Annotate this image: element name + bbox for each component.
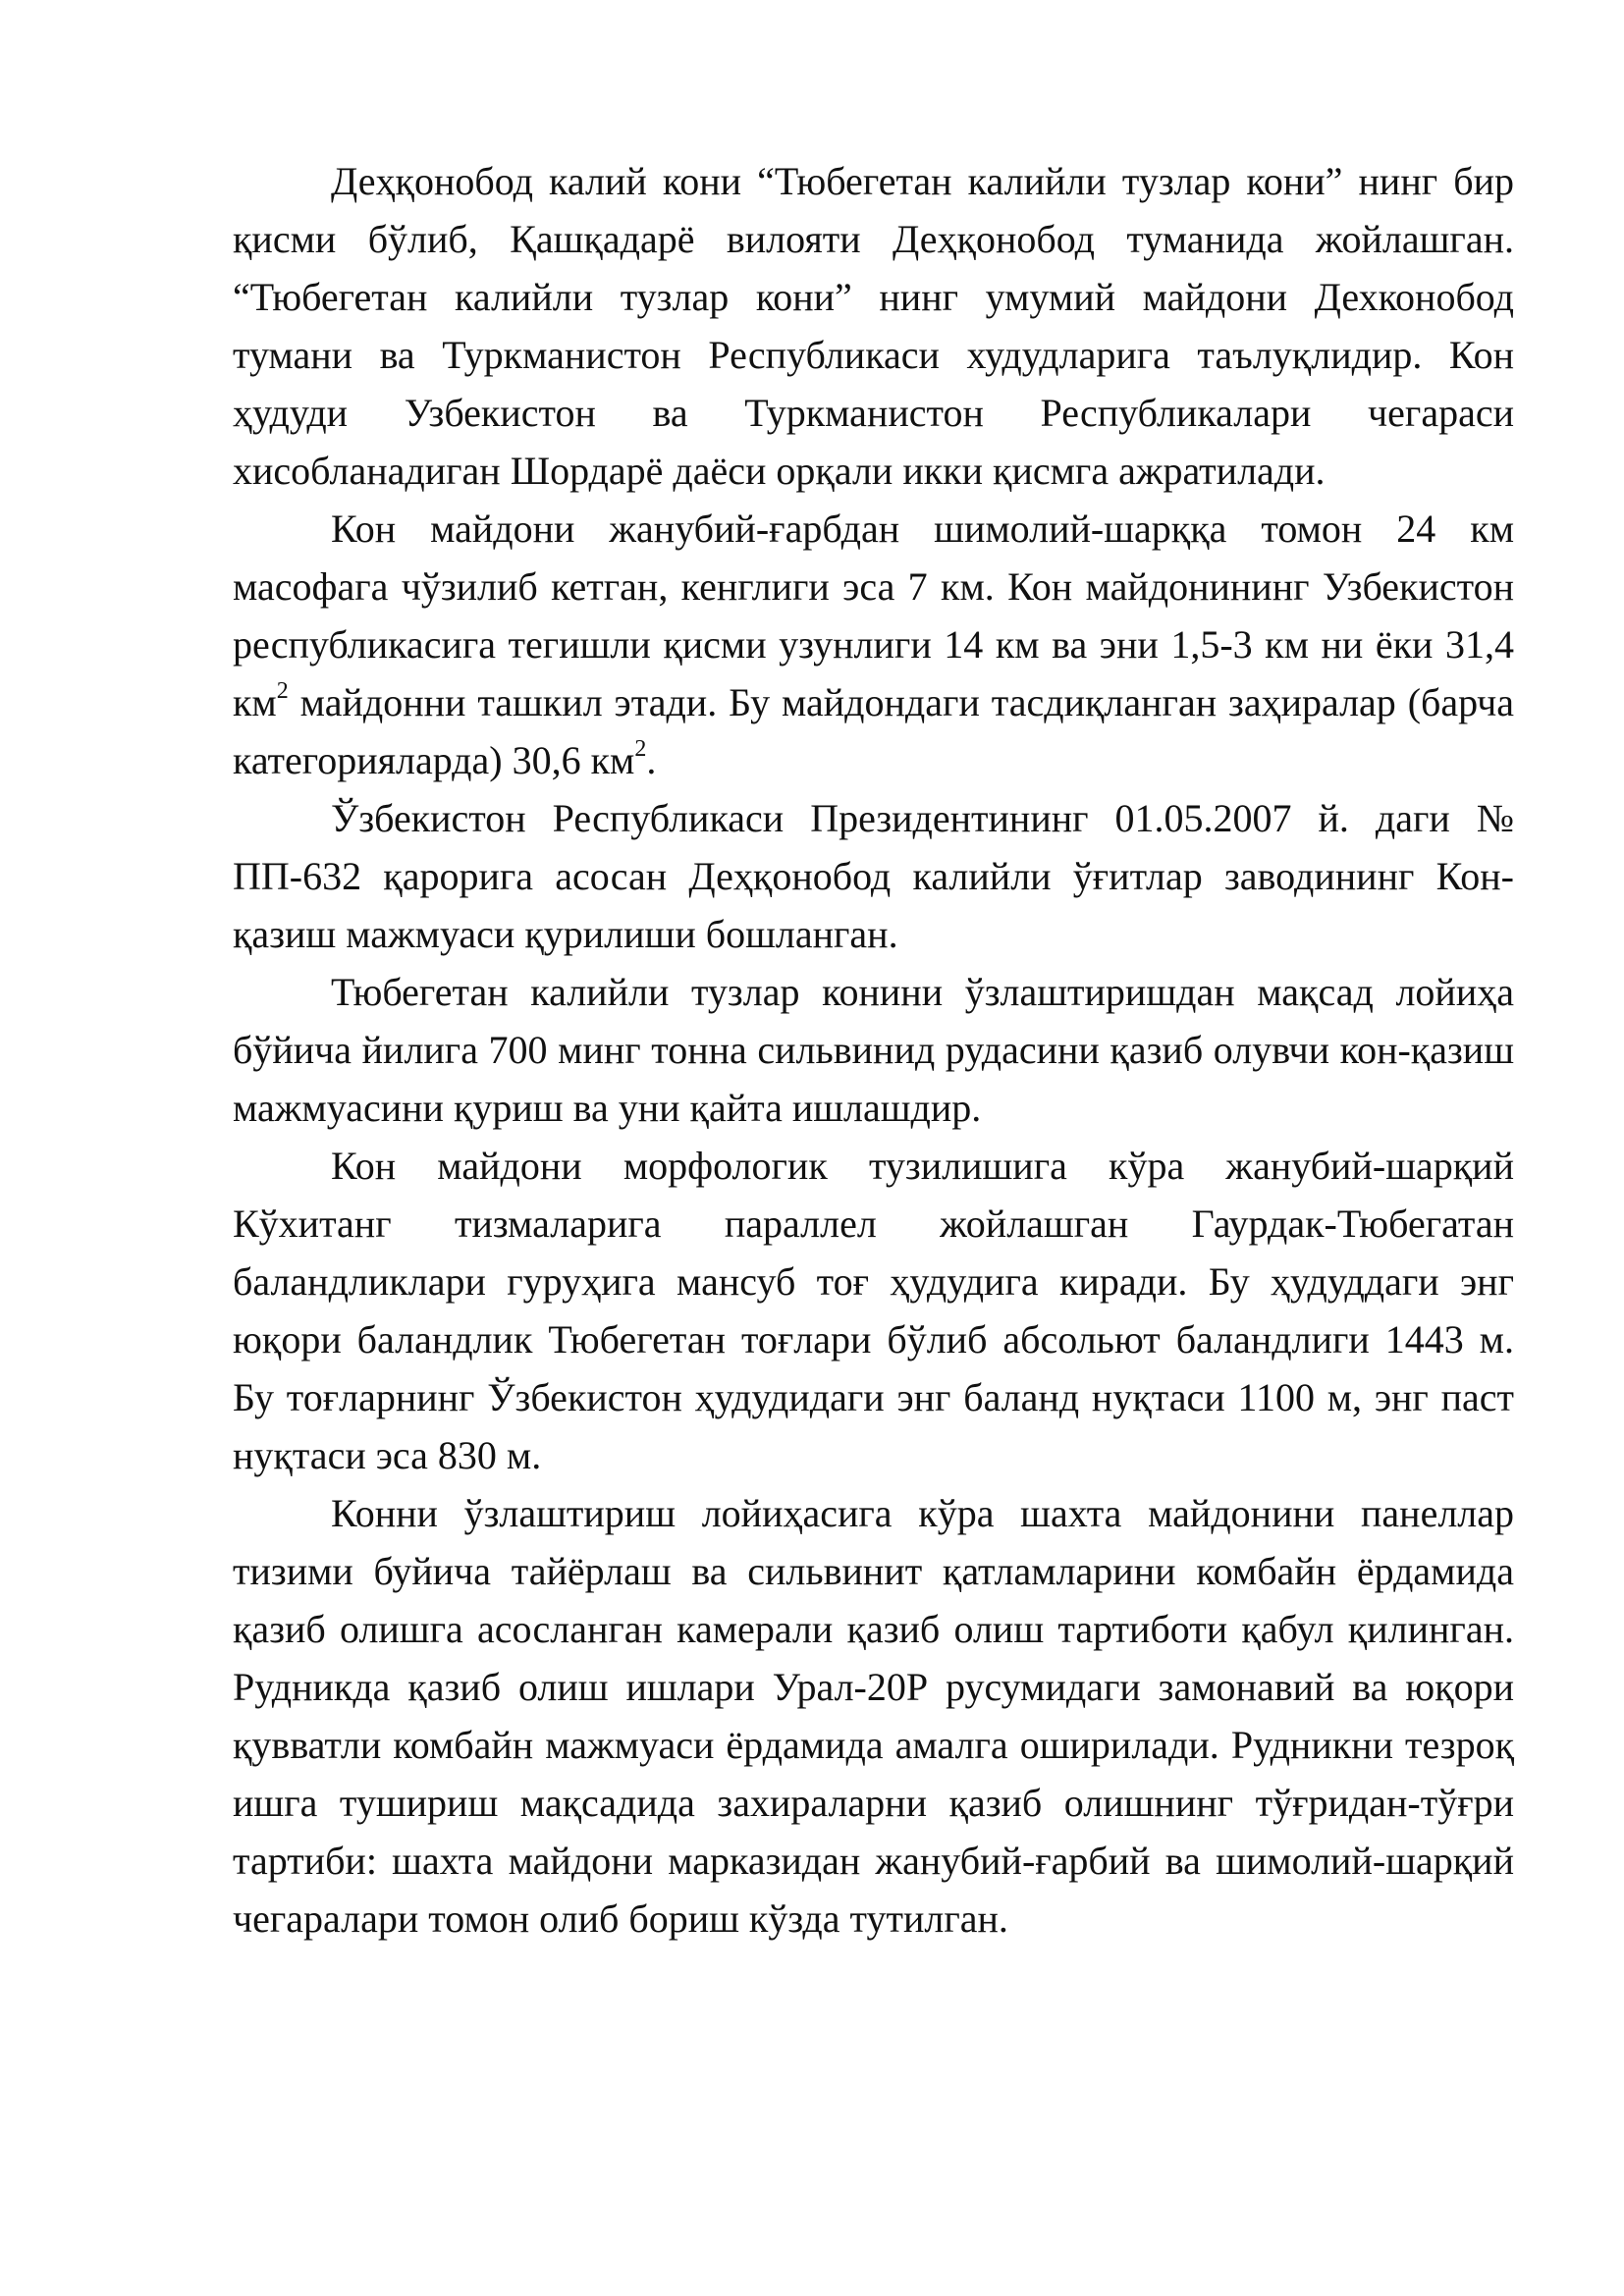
paragraph-1: [233, 152, 1514, 500]
paragraph-3: [233, 789, 1514, 963]
paragraph-text: Ўзбекистон Республикаси Президентининг 01.05.2007 й. даги № ПП-632 қарорига асосан Деҳқонобод калийли ўғитлар заводининг Кон-қазиш мажмуаси қурилиши бошланган.: [233, 796, 1514, 956]
paragraph-4: [233, 963, 1514, 1137]
paragraph-text: Тюбегетан калийли тузлар конини ўзлаштиришдан мақсад лойиҳа бўйича йилига 700 минг тонна сильвинид рудасини қазиб олувчи кон-қазиш мажмуасини қуриш ва уни қайта ишлашдир.: [233, 970, 1514, 1130]
paragraph-text: Деҳқонобод калий кони “Тюбегетан калийли тузлар кони” нинг бир қисми бўлиб, Қашқадарё вилояти Деҳқонобод туманида жойлашган. “Тюбегетан калийли тузлар кони” нинг умумий майдони Дехконобод тумани ва Туркманистон Республикаси худудларига таълуқлидир. Кон ҳудуди Узбекистон ва Туркманистон Республикалари чегараси хисобланадиган Шордарё даёси орқали икки қисмга ажратилади.: [233, 159, 1514, 493]
superscript: 2: [276, 677, 289, 704]
paragraph-2: [233, 500, 1514, 789]
superscript: 2: [634, 735, 647, 762]
paragraph-text: майдонни ташкил этади. Бу майдондаги тасдиқланган заҳиралар (барча категорияларда) 30,6 км: [233, 680, 1514, 782]
paragraph-5: [233, 1137, 1514, 1484]
paragraph-text: Кон майдони жанубий-ғарбдан шимолий-шарққа томон 24 км масофага чўзилиб кетган, кенглиги эса 7 км. Кон майдонининг Узбекистон республикасига тегишли қисми узунлиги 14 км ва эни 1,5-3 км ни ёки 31,4 км: [233, 507, 1514, 724]
paragraph-text: Кон майдони морфологик тузилишига кўра жанубий-шарқий Кўхитанг тизмаларига параллел жойлашган Гаурдак-Тюбегатан баландликлари гуруҳига мансуб тоғ ҳудудига киради. Бу ҳудуддаги энг юқори баландлик Тюбегетан тоғлари бўлиб абсольют баландлиги 1443 м. Бу тоғларнинг Ўзбекистон ҳудудидаги энг баланд нуқтаси 1100 м, энг паст нуқтаси эса 830 м.: [233, 1144, 1514, 1477]
paragraph-text: .: [646, 738, 657, 782]
paragraph-text: Конни ўзлаштириш лойиҳасига кўра шахта майдонини панеллар тизими буйича тайёрлаш ва сильвинит қатламларини комбайн ёрдамида қазиб олишга асосланган камерали қазиб олиш тартиботи қабул қилинган. Рудникда қазиб олиш ишлари Урал-20Р русумидаги замонавий ва юқори қувватли комбайн мажмуаси ёрдамида амалга оширилади. Рудникни тезроқ ишга тушириш мақсадида захираларни қазиб олишнинг тўғридан-тўғри тартиби: шахта майдони марказидан жанубий-ғарбий ва шимолий-шарқий чегаралари томон олиб бориш кўзда тутилган.: [233, 1491, 1514, 1941]
paragraph-6: [233, 1484, 1514, 1948]
document-body: [233, 152, 1514, 1948]
